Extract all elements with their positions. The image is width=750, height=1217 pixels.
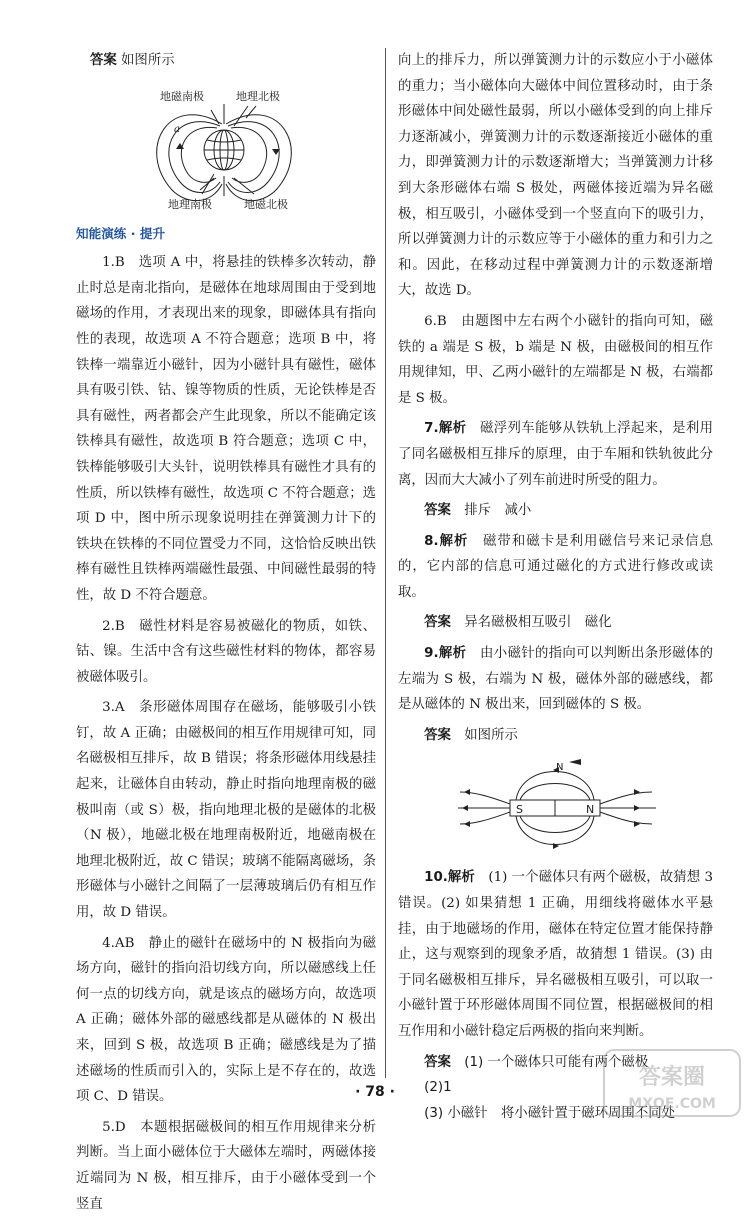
q2 [76,614,376,691]
magnet-n-label: N [586,803,595,817]
a10-line1: 答案 (1) 一个磁体只可能有两个磁极 [424,1054,649,1070]
answer-top: 答案 如图所示 [90,53,175,68]
a10-label: 答案 [424,1054,451,1070]
q7-number: 7. [424,421,439,437]
q1-number: 1.B [102,255,125,271]
a9-label: 答案 [424,727,451,743]
q4-text: 静止的磁针在磁场中的 N 极指向为磁场方向，磁针的指向沿切线方向，所以磁感线上任何一点的切线方向，就是该点的磁场方向，故选项 A 正确；磁体外部的磁感线都是从磁体的 N 极出来，回到 S 极，故选项 B 正确；磁感线是为了描述磁场的性质而引入的，实际上是不存在的，故选项 C、D 错误。 [76,935,377,1105]
a9-text: 如图所示 [464,727,518,743]
q1-text: 选项 A 中，将悬挂的铁棒多次转动，静止时总是南北指向，是磁体在地球周围由于受到地磁场的作用，才表现出来的现象，即磁体具有指向性的表现，故选项 A 不符合题意；选项 B 中，将铁棒一端靠近小磁针，因为小磁针具有磁性，磁体具有吸引铁、钴、镍等物质的性质，无论铁棒是否具有磁性，两者都会产生此现象，所以不能确定该铁棒具有磁性，故选项 B 符合题意；选项 C 中，铁棒能够吸引大头针，说明铁棒具有磁性才具有的性质，所以铁棒有磁性，故选项 C 不符合题意；选项 D 中，图中所示现象说明挂在弹簧测力计下的铁块在铁棒的不同位置受力不同，这恰恰反映出铁棒有磁性且铁棒两端磁性最强、中间磁性最弱的特性，故 D 不符合题意。 [76,255,377,603]
watermark-line2: MXQE.COM [628,1096,716,1112]
q6-text: 由题图中左右两个小磁针的指向可知，磁铁的 a 端是 S 极，b 端是 N 极，由磁极间的相互作用规律知，甲、乙两小磁针的左端都是 N 极，右端都是 S 极。 [398,313,714,406]
q5-number: 5.D [102,1119,126,1135]
a10-line3: (3) 小磁针 将小磁针置于磁环周围不同处 [424,1105,675,1121]
q7-label: 解析 [438,421,467,437]
watermark-logo [602,1046,742,1120]
q3 [76,695,376,925]
watermark-line1: 答案圈 [638,1065,706,1090]
a7 [398,498,713,524]
q9-label: 解析 [438,646,467,662]
q8-label: 解析 [438,533,469,549]
q8-number: 8. [424,533,439,549]
q4-number: 4.AB [102,935,135,951]
q1 [76,250,376,608]
earth-magnetic-field-figure [76,78,376,213]
q10-number: 10. [424,870,448,886]
q10-label: 解析 [447,870,475,886]
bar-magnet-drawing [398,750,713,860]
q6 [398,309,713,411]
q10 [398,865,713,1044]
q5-continued: 向上的排斥力，所以弹簧测力计的示数应小于小磁体的重力；当小磁体向大磁体中间位置移动时，由于条形磁体中间处磁性最弱，所以小磁体受到的向上排斥力逐渐减小，弹簧测力计的示数逐渐接近小磁体的重力，即弹簧测力计的示数逐渐增大；当弹簧测力计移到大条形磁体右端 S 极处，两磁体接近端为异名磁极，相互吸引，小磁体受到一个竖直向下的吸引力，所以弹簧测力计的示数应等于小磁体的重力和引力之和。因此，在移动过程中弹簧测力计的示数逐渐增大，故选 D。 [398,53,713,299]
a10-line2: (2)1 [424,1080,452,1096]
a7-label: 答案 [424,503,451,519]
magnet-s-label: S [516,803,523,817]
q6-number: 6.B [424,313,447,329]
a8-text: 异名磁极相互吸引 磁化 [464,615,612,631]
label-geographic-north: 地理北极 [236,89,280,103]
q10-text: (1) 一个磁体只有两个磁极，故猜想 3 错误。(2) 如果猜想 1 正确，用细线将磁体水平悬挂，由于地磁场的作用，磁体在特定位置才能保持静止，这与观察到的现象矛盾，故猜想 1 错误。(3) 由于同名磁极相互排斥，异名磁极相互吸引，可以取一小磁针置于环形磁体周围不同位置，根据磁极间的相互作用和小磁针稳定后两极的指向来判断。 [398,870,714,1039]
a8 [398,610,713,636]
bar-magnet-field-figure [398,750,713,860]
a8-label: 答案 [424,615,451,631]
section-title: 知能演练 · 提升 [76,225,166,241]
q9-text: 由小磁针的指向可以判断出条形磁体的左端为 S 极，右端为 N 极，磁体外部的磁感线，都是从磁体的 N 极出来，回到磁体的 S 极。 [398,646,714,713]
q2-number: 2.B [102,618,125,634]
label-a: a [174,123,180,135]
page-number: · 78 · [355,1084,395,1100]
a7-text: 排斥 减小 [464,503,532,519]
q4 [76,931,376,1110]
column-divider [385,48,386,1078]
q3-text: 条形磁体周围存在磁场，能够吸引小铁钉，故 A 正确；由磁极间的相互作用规律可知，同名磁极相互排斥，故 B 错误；将条形磁体用线悬挂起来，让磁体自由转动，静止时指向地理南极的磁极叫南（或 S）极，指向地理北极的是磁体的北极（N 极），地磁北极在地理南极附近，地磁南极在地理北极附近，故 C 错误；玻璃不能隔离磁场，条形磁体与小磁针之间隔了一层薄玻璃后仍有相互作用，故 D 错误。 [76,700,377,921]
q9 [398,641,713,718]
q7-text: 磁浮列车能够从铁轨上浮起来，是利用了同名磁极相互排斥的原理，由于车厢和铁轨彼此分离，因而大大减小了列车前进时所受的阻力。 [398,421,714,488]
q9-number: 9. [424,646,439,662]
q2-text: 磁性材料是容易被磁化的物质，如铁、钴、镍。生活中含有这些磁性材料的物体，都容易被磁体吸引。 [76,618,377,685]
q7 [398,416,713,493]
a9 [398,723,713,749]
label-geographic-south: 地理南极 [168,197,212,211]
label-geomagnetic-north: 地磁北极 [244,197,288,211]
q8 [398,529,713,606]
earth-field-drawing [76,78,376,213]
needle-n-label: N [556,762,564,774]
q5-text: 本题根据磁极间的相互作用规律来分析判断。当上面小磁体位于大磁体左端时，两磁体接近端同为 N 极，相互排斥，由于小磁体受到一个竖直 [76,1119,377,1212]
label-geomagnetic-south: 地磁南极 [160,89,204,103]
q8-text: 磁带和磁卡是利用磁信号来记录信息的，它内部的信息可通过磁化的方式进行修改或读取。 [398,533,714,600]
left-column [76,48,376,1217]
q5 [76,1115,376,1217]
q3-number: 3.A [102,700,125,716]
right-column [398,48,713,1126]
